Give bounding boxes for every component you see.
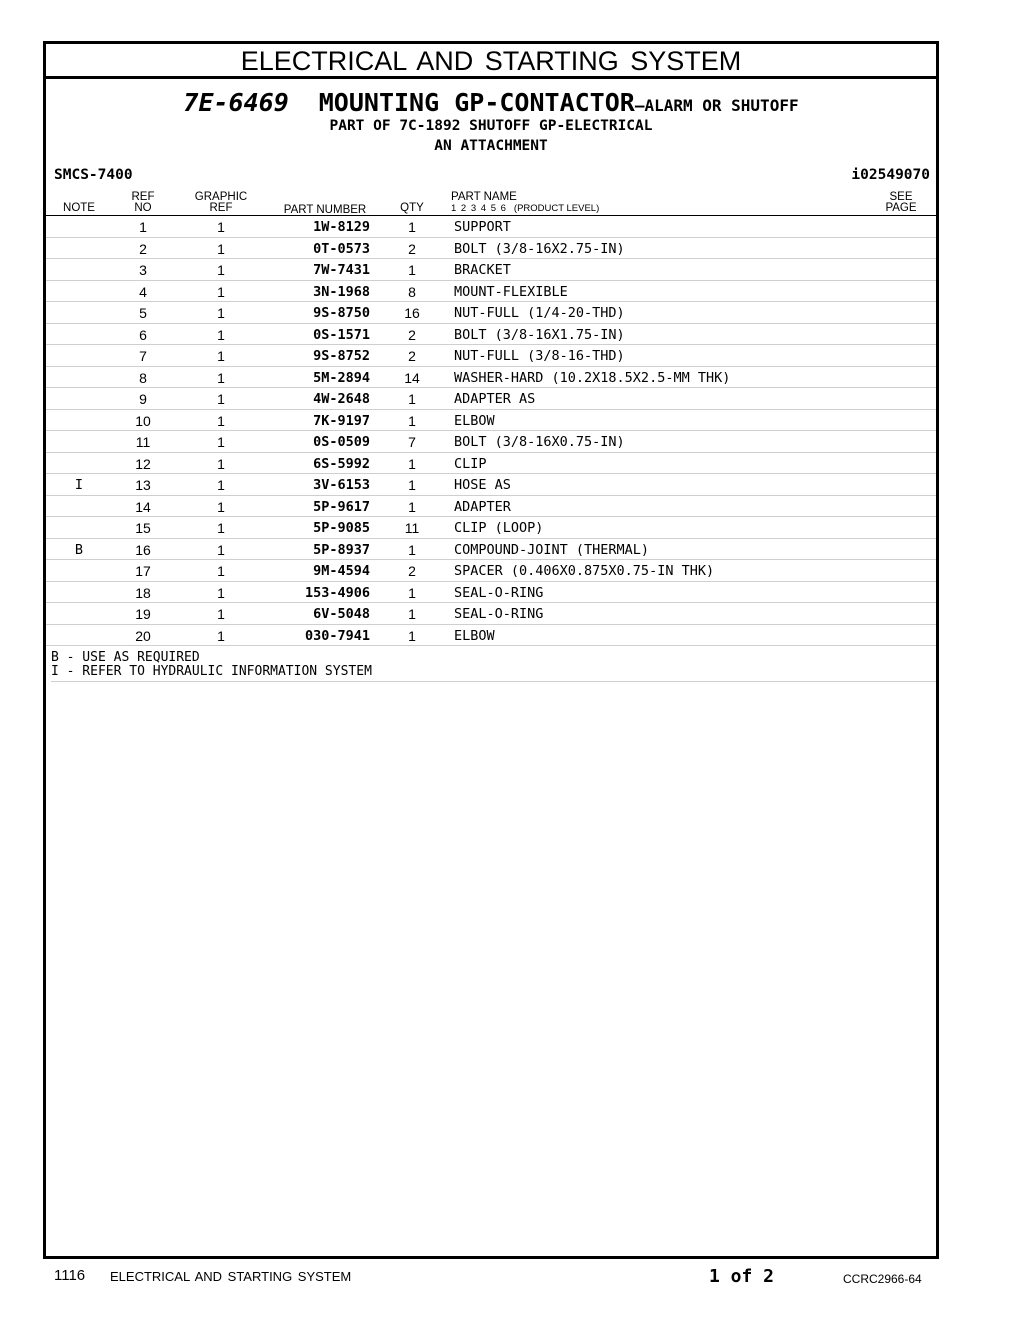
row-ref-no: 8 <box>139 369 147 386</box>
row-graphic-ref: 1 <box>217 219 225 235</box>
group-suffix: —ALARM OR SHUTOFF <box>634 96 799 115</box>
row-ref-no: 16 <box>135 541 151 558</box>
row-part-name: COMPOUND-JOINT (THERMAL) <box>454 541 650 558</box>
row-part-name: SUPPORT <box>454 219 511 235</box>
row-graphic-ref: 1 <box>217 541 225 558</box>
row-ref-no: 1 <box>139 219 147 235</box>
row-part-number: 6V-5048 <box>313 606 370 622</box>
row-part-number: 3V-6153 <box>313 477 370 493</box>
row-part-number: 9S-8752 <box>313 348 370 364</box>
table-row <box>46 388 936 410</box>
row-part-name: BOLT (3/8-16X1.75-IN) <box>454 326 625 343</box>
parts-page-frame <box>43 41 939 1259</box>
row-part-name: BOLT (3/8-16X0.75-IN) <box>454 434 625 450</box>
row-graphic-ref: 1 <box>217 391 225 407</box>
row-part-number: 7K-9197 <box>313 412 370 429</box>
row-graphic-ref: 1 <box>217 348 225 364</box>
column-header-part-name <box>451 192 711 214</box>
row-qty: 1 <box>408 584 416 601</box>
row-part-name: NUT-FULL (3/8-16-THD) <box>454 348 625 364</box>
group-heading <box>46 88 936 117</box>
row-part-number: 5P-9617 <box>313 498 370 515</box>
row-ref-no: 3 <box>139 262 147 278</box>
table-row <box>46 453 936 475</box>
row-ref-no: 15 <box>135 520 151 536</box>
row-part-number: 030-7941 <box>304 627 370 644</box>
row-graphic-ref: 1 <box>217 606 225 622</box>
row-qty: 2 <box>408 348 416 364</box>
row-graphic-ref: 1 <box>217 434 225 450</box>
row-graphic-ref: 1 <box>217 283 225 300</box>
row-part-number: 153-4906 <box>304 584 370 601</box>
row-part-name: BOLT (3/8-16X2.75-IN) <box>454 240 625 257</box>
row-part-number: 0S-0509 <box>313 434 370 450</box>
row-ref-no: 13 <box>135 477 151 493</box>
row-ref-no: 19 <box>135 606 151 622</box>
table-row <box>46 603 936 625</box>
row-ref-no: 7 <box>139 348 147 364</box>
row-note: I <box>74 477 84 493</box>
footer-pager: 1 of 2 <box>709 1266 775 1287</box>
product-level-label: (PRODUCT LEVEL) <box>513 203 600 214</box>
row-part-name: WASHER-HARD (10.2X18.5X2.5-MM THK) <box>454 369 731 386</box>
see-header-line1: SEE <box>889 191 913 203</box>
table-row <box>46 281 936 303</box>
table-row <box>46 324 936 346</box>
row-qty: 8 <box>408 283 416 300</box>
row-qty: 2 <box>408 240 416 257</box>
row-part-number: 0T-0573 <box>313 240 370 257</box>
attachment-line: AN ATTACHMENT <box>434 138 548 154</box>
row-graphic-ref: 1 <box>217 627 225 644</box>
group-name: MOUNTING GP-CONTACTOR <box>318 88 635 117</box>
footer-title: ELECTRICAL AND STARTING SYSTEM <box>110 1269 352 1284</box>
row-part-number: 6S-5992 <box>313 455 370 472</box>
row-part-number: 7W-7431 <box>313 262 370 278</box>
ref-header-line1: REF <box>131 191 155 203</box>
table-row <box>46 496 936 518</box>
row-part-name: HOSE AS <box>454 477 511 493</box>
row-part-number: 9M-4594 <box>313 563 370 579</box>
row-part-name: ADAPTER AS <box>454 391 536 407</box>
row-qty: 1 <box>408 606 416 622</box>
row-note: B <box>74 541 84 558</box>
row-part-number: 5P-8937 <box>313 541 370 558</box>
row-ref-no: 10 <box>135 412 151 429</box>
row-qty: 1 <box>408 477 416 493</box>
row-part-name: SEAL-O-RING <box>454 584 544 601</box>
row-part-name: ADAPTER <box>454 498 511 515</box>
row-qty: 2 <box>408 563 416 579</box>
table-row <box>46 474 936 496</box>
row-graphic-ref: 1 <box>217 305 225 321</box>
row-graphic-ref: 1 <box>217 262 225 278</box>
row-graphic-ref: 1 <box>217 498 225 515</box>
row-part-number: 4W-2648 <box>313 391 370 407</box>
row-qty: 1 <box>408 262 416 278</box>
part-name-header: PART NAME <box>451 191 517 203</box>
see-header-line2: PAGE <box>885 202 917 214</box>
row-qty: 16 <box>404 305 420 321</box>
row-qty: 11 <box>404 520 420 536</box>
row-ref-no: 9 <box>139 391 147 407</box>
graphic-header-line1: GRAPHIC <box>194 191 248 203</box>
row-part-name: CLIP (LOOP) <box>454 520 544 536</box>
row-graphic-ref: 1 <box>217 455 225 472</box>
row-graphic-ref: 1 <box>217 326 225 343</box>
row-qty: 1 <box>408 455 416 472</box>
row-qty: 1 <box>408 541 416 558</box>
table-row <box>46 259 936 281</box>
row-ref-no: 5 <box>139 305 147 321</box>
row-part-name: MOUNT-FLEXIBLE <box>454 283 568 300</box>
table-row <box>46 431 936 453</box>
row-qty: 7 <box>408 434 416 450</box>
row-graphic-ref: 1 <box>217 412 225 429</box>
table-row <box>46 367 936 389</box>
column-header-graphic-ref <box>191 192 251 214</box>
part-of-line: PART OF 7C-1892 SHUTOFF GP-ELECTRICAL <box>329 118 653 134</box>
row-ref-no: 14 <box>135 498 151 515</box>
row-ref-no: 6 <box>139 326 147 343</box>
table-row <box>46 560 936 582</box>
table-row <box>46 539 936 561</box>
product-levels: 1 2 3 4 5 6 <box>451 203 506 214</box>
note-line: B - USE AS REQUIRED <box>51 650 200 665</box>
row-ref-no: 11 <box>135 434 151 450</box>
table-row <box>46 238 936 260</box>
row-ref-no: 12 <box>135 455 151 472</box>
row-graphic-ref: 1 <box>217 240 225 257</box>
section-title: ELECTRICAL AND STARTING SYSTEM <box>46 44 936 79</box>
graphic-header-line2: REF <box>209 202 233 214</box>
row-graphic-ref: 1 <box>217 563 225 579</box>
column-header-qty: QTY <box>400 202 424 214</box>
table-row <box>46 582 936 604</box>
row-graphic-ref: 1 <box>217 520 225 536</box>
row-graphic-ref: 1 <box>217 369 225 386</box>
table-row <box>46 625 936 647</box>
row-qty: 1 <box>408 498 416 515</box>
row-part-number: 5P-9085 <box>313 520 370 536</box>
row-qty: 1 <box>408 627 416 644</box>
smcs-code: SMCS-7400 <box>54 167 133 183</box>
row-ref-no: 18 <box>135 584 151 601</box>
table-row <box>46 517 936 539</box>
row-qty: 2 <box>408 326 416 343</box>
table-row <box>46 410 936 432</box>
parts-table <box>46 216 936 646</box>
column-header-see-page <box>881 192 921 214</box>
row-graphic-ref: 1 <box>217 584 225 601</box>
row-graphic-ref: 1 <box>217 477 225 493</box>
row-qty: 1 <box>408 391 416 407</box>
ref-header-line2: NO <box>134 202 152 214</box>
row-qty: 14 <box>404 369 420 386</box>
note-line: I - REFER TO HYDRAULIC INFORMATION SYSTEM <box>51 664 372 679</box>
row-part-name: SPACER (0.406X0.875X0.75-IN THK) <box>454 563 715 579</box>
row-qty: 1 <box>408 219 416 235</box>
row-part-number: 9S-8750 <box>313 305 370 321</box>
column-header-ref-no <box>128 192 158 214</box>
row-ref-no: 17 <box>135 563 151 579</box>
row-part-name: CLIP <box>454 455 487 472</box>
column-header-note: NOTE <box>63 202 95 214</box>
row-part-name: ELBOW <box>454 412 495 429</box>
row-qty: 1 <box>408 412 416 429</box>
column-header-part-number: PART NUMBER <box>283 204 367 216</box>
row-part-number: 3N-1968 <box>313 283 370 300</box>
table-row <box>46 345 936 367</box>
table-row <box>46 302 936 324</box>
row-part-name: SEAL-O-RING <box>454 606 544 622</box>
row-ref-no: 20 <box>135 627 151 644</box>
row-part-name: BRACKET <box>454 262 511 278</box>
table-row <box>46 216 936 238</box>
row-part-number: 1W-8129 <box>313 219 370 235</box>
footer-page-number: 1116 <box>54 1267 86 1284</box>
notes-section <box>51 651 936 682</box>
row-part-name: NUT-FULL (1/4-20-THD) <box>454 305 625 321</box>
row-ref-no: 2 <box>139 240 147 257</box>
footer-doc-code: CCRC2966-64 <box>843 1272 922 1286</box>
row-ref-no: 4 <box>139 283 147 300</box>
row-part-name: ELBOW <box>454 627 495 644</box>
group-number: 7E-6469 <box>183 88 289 117</box>
row-part-number: 5M-2894 <box>313 369 370 386</box>
row-part-number: 0S-1571 <box>313 326 370 343</box>
illustration-id: i02549070 <box>851 167 930 183</box>
